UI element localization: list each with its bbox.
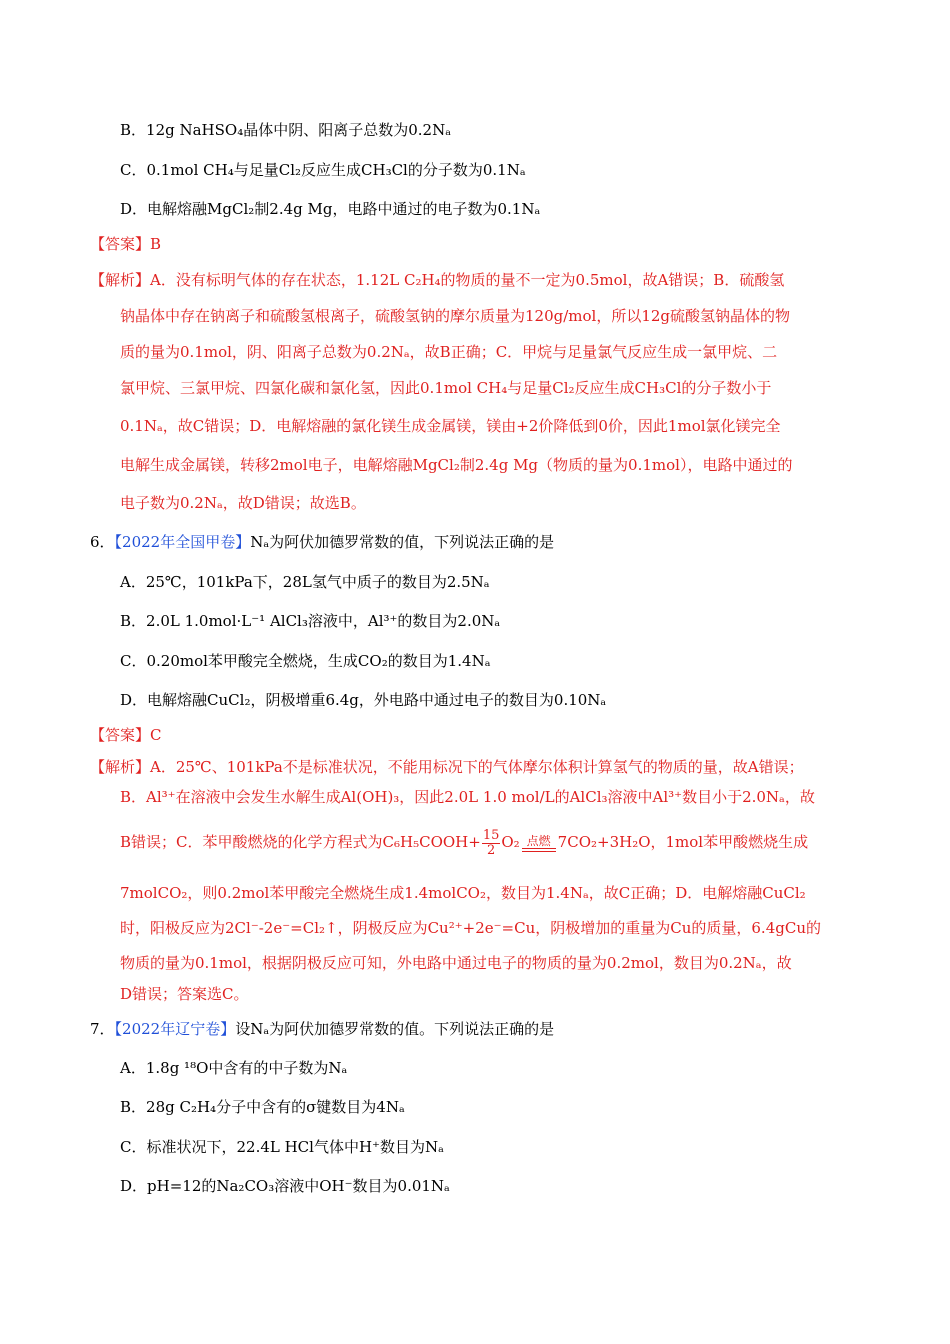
prev-analysis-line-4: 0.1Nₐ，故C错误；D．电解熔融的氯化镁生成金属镁，镁由+2价降低到0价，因此1mol氯化镁完全 xyxy=(120,417,781,435)
analysis-label: 【解析】 xyxy=(90,758,151,776)
eq-double-bar xyxy=(522,848,556,852)
eq-fraction xyxy=(482,829,501,858)
answer-value: C xyxy=(150,726,162,744)
q7-stem-text: 设Nₐ为阿伏加德罗常数的值。下列说法正确的是 xyxy=(235,1020,555,1038)
q6-analysis2-line-3: D错误；答案选C。 xyxy=(120,985,249,1003)
prev-analysis-line-6: 电子数为0.2Nₐ，故D错误；故选B。 xyxy=(120,494,366,512)
answer-label: 【答案】 xyxy=(90,726,151,744)
eq-before: B错误；C．苯甲酸燃烧的化学方程式为C₆H₅COOH+ xyxy=(120,833,481,851)
q6-stem-text: Nₐ为阿伏加德罗常数的值，下列说法正确的是 xyxy=(250,533,555,551)
q6-number: 6． xyxy=(90,533,115,551)
prev-analysis-line-5: 电解生成金属镁，转移2mol电子，电解熔融MgCl₂制2.4g Mg（物质的量为0.1mol），电路中通过的 xyxy=(120,456,793,474)
q6-option-a: A．25℃，101kPa下，28L氢气中质子的数目为2.5Nₐ xyxy=(120,573,490,591)
eq-condition xyxy=(522,835,556,852)
prev-answer xyxy=(90,234,161,254)
analysis-label: 【解析】 xyxy=(90,271,151,289)
prev-option-b: B．12g NaHSO₄晶体中阴、阳离子总数为0.2Nₐ xyxy=(120,121,451,139)
q6-source: 【2022年全国甲卷】 xyxy=(114,533,251,551)
q6-answer xyxy=(90,725,162,745)
answer-value: B xyxy=(150,235,162,253)
answer-label: 【答案】 xyxy=(90,235,151,253)
prev-option-d: D．电解熔融MgCl₂制2.4g Mg，电路中通过的电子数为0.1Nₐ xyxy=(120,200,541,218)
q7-option-a: A．1.8g ¹⁸O中含有的中子数为Nₐ xyxy=(120,1059,348,1077)
q6-option-c: C．0.20mol苯甲酸完全燃烧，生成CO₂的数目为1.4Nₐ xyxy=(120,652,491,670)
analysis-text: A．没有标明气体的存在状态，1.12L C₂H₄的物质的量不一定为0.5mol，故A错误；B．硫酸氢 xyxy=(150,271,785,289)
q7-stem xyxy=(90,1019,554,1039)
q6-option-b: B．2.0L 1.0mol·L⁻¹ AlCl₃溶液中，Al³⁺的数目为2.0Nₐ xyxy=(120,612,501,630)
q6-analysis-line-0 xyxy=(90,757,804,777)
eq-frac-num: 15 xyxy=(482,827,500,843)
q6-analysis2-line-2: 物质的量为0.1mol，根据阴极反应可知，外电路中通过电子的物质的量为0.2mol，数目为0.2Nₐ，故 xyxy=(120,954,792,972)
eq-after: 7CO₂+3H₂O，1mol苯甲酸燃烧生成 xyxy=(557,833,809,851)
q6-analysis-line-1: B．Al³⁺在溶液中会发生水解生成Al(OH)₃，因此2.0L 1.0 mol/L的AlCl₃溶液中Al³⁺数目小于2.0Nₐ，故 xyxy=(120,788,815,806)
q7-option-b: B．28g C₂H₄分子中含有的σ键数目为4Nₐ xyxy=(120,1098,405,1116)
q6-analysis2-line-0: 7molCO₂，则0.2mol苯甲酸完全燃烧生成1.4molCO₂，数目为1.4Nₐ，故C正确；D．电解熔融CuCl₂ xyxy=(120,884,806,902)
q6-option-d: D．电解熔融CuCl₂，阴极增重6.4g，外电路中通过电子的数目为0.10Nₐ xyxy=(120,691,607,709)
q6-equation-line xyxy=(120,822,808,862)
eq-frac-den: 2 xyxy=(486,842,496,858)
analysis-text: A．25℃、101kPa不是标准状况，不能用标况下的气体摩尔体积计算氢气的物质的量，故A错误； xyxy=(150,758,804,776)
eq-mid: O₂ xyxy=(501,833,520,851)
q7-number: 7． xyxy=(90,1020,115,1038)
prev-analysis-line-3: 氯甲烷、三氯甲烷、四氯化碳和氯化氢，因此0.1mol CH₄与足量Cl₂反应生成CH₃Cl的分子数小于 xyxy=(120,379,772,397)
q6-stem xyxy=(90,532,554,552)
eq-condition-text: 点燃 xyxy=(526,833,551,848)
q7-option-c: C．标准状况下，22.4L HCl气体中H⁺数目为Nₐ xyxy=(120,1138,444,1156)
q7-source: 【2022年辽宁卷】 xyxy=(114,1020,236,1038)
prev-analysis-line-2: 质的量为0.1mol，阴、阳离子总数为0.2Nₐ，故B正确；C．甲烷与足量氯气反应生成一氯甲烷、二 xyxy=(120,343,778,361)
q7-option-d: D．pH=12的Na₂CO₃溶液中OH⁻数目为0.01Nₐ xyxy=(120,1177,450,1195)
prev-analysis-line-0 xyxy=(90,270,784,290)
prev-analysis-line-1: 钠晶体中存在钠离子和硫酸氢根离子，硫酸氢钠的摩尔质量为120g/mol，所以12g硫酸氢钠晶体的物 xyxy=(120,307,791,325)
prev-option-c: C．0.1mol CH₄与足量Cl₂反应生成CH₃Cl的分子数为0.1Nₐ xyxy=(120,161,526,179)
q6-analysis2-line-1: 时，阳极反应为2Cl⁻-2e⁻=Cl₂↑，阴极反应为Cu²⁺+2e⁻=Cu，阴极增加的重量为Cu的质量，6.4gCu的 xyxy=(120,919,821,937)
